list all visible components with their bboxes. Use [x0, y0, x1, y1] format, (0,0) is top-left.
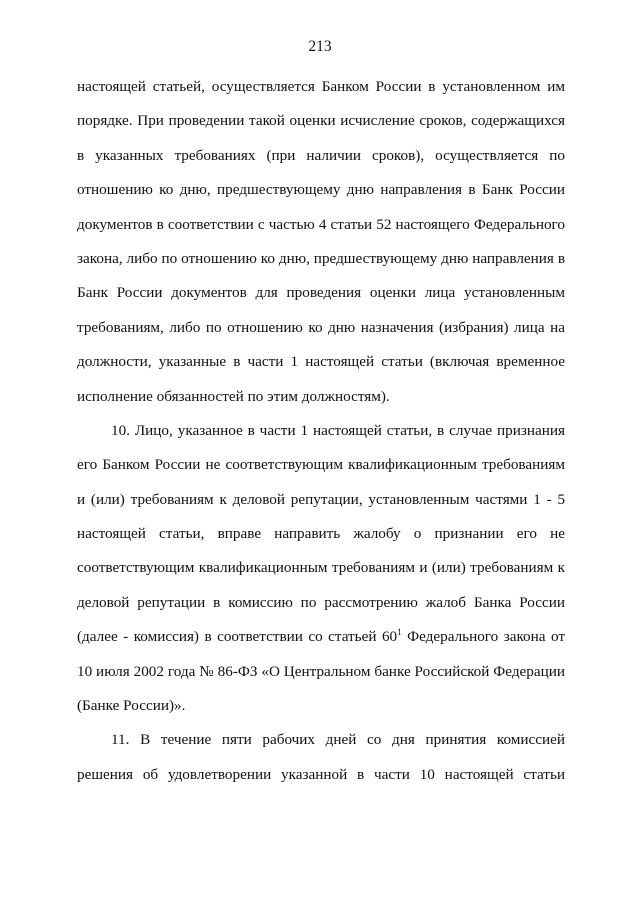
text-line: соответствующим квалификационным требованиям и (или) требованиям к [77, 559, 565, 577]
text-line: исполнение обязанностей по этим должностям). [77, 387, 390, 405]
text-line: требованиям, либо по отношению ко дню назначения (избрания) лица на [77, 318, 565, 336]
text-line: (Банке России)». [77, 697, 186, 715]
text-line: порядке. При проведении такой оценки исчисление сроков, содержащихся [77, 112, 565, 130]
paragraph-9-continuation [77, 70, 565, 414]
text-line: настоящей статьи, вправе направить жалобу о признании его не [77, 525, 565, 543]
text-segment: Федерального закона от [401, 628, 565, 646]
text-line: в указанных требованиях (при наличии сроков), осуществляется по [77, 146, 565, 164]
text-line: 10. Лицо, указанное в части 1 настоящей статьи, в случае признания [111, 421, 565, 439]
page-number: 213 [308, 38, 332, 55]
superscript: 1 [397, 627, 402, 638]
text-line: и (или) требованиям к деловой репутации, установленным частями 1 - 5 [77, 490, 565, 508]
text-line: документов в соответствии с частью 4 статьи 52 настоящего Федерального [77, 215, 565, 233]
body-text [77, 70, 565, 792]
text-line: должности, указанные в части 1 настоящей статьи (включая временное [77, 353, 565, 371]
text-line: отношению ко дню, предшествующему дню направления в Банк России [77, 181, 565, 199]
paragraph-10 [77, 414, 565, 724]
text-line: 11. В течение пяти рабочих дней со дня принятия комиссией [111, 731, 565, 749]
text-line: деловой репутации в комиссию по рассмотрению жалоб Банка России [77, 593, 565, 611]
text-line: решения об удовлетворении указанной в части 10 настоящей статьи [77, 765, 565, 783]
text-segment: (далее - комиссия) в соответствии со статьей 60 [77, 628, 398, 646]
text-line: 10 июля 2002 года № 86-ФЗ «О Центральном банке Российской Федерации [77, 662, 565, 680]
paragraph-11 [77, 723, 565, 792]
text-line: Банк России документов для проведения оценки лица установленным [77, 284, 565, 302]
text-line-with-superscript [77, 620, 565, 654]
text-line: настоящей статьей, осуществляется Банком России в установленном им [77, 78, 565, 95]
text-line: закона, либо по отношению ко дню, предшествующему дню направления в [77, 249, 565, 267]
text-line: его Банком России не соответствующим квалификационным требованиям [77, 456, 565, 474]
